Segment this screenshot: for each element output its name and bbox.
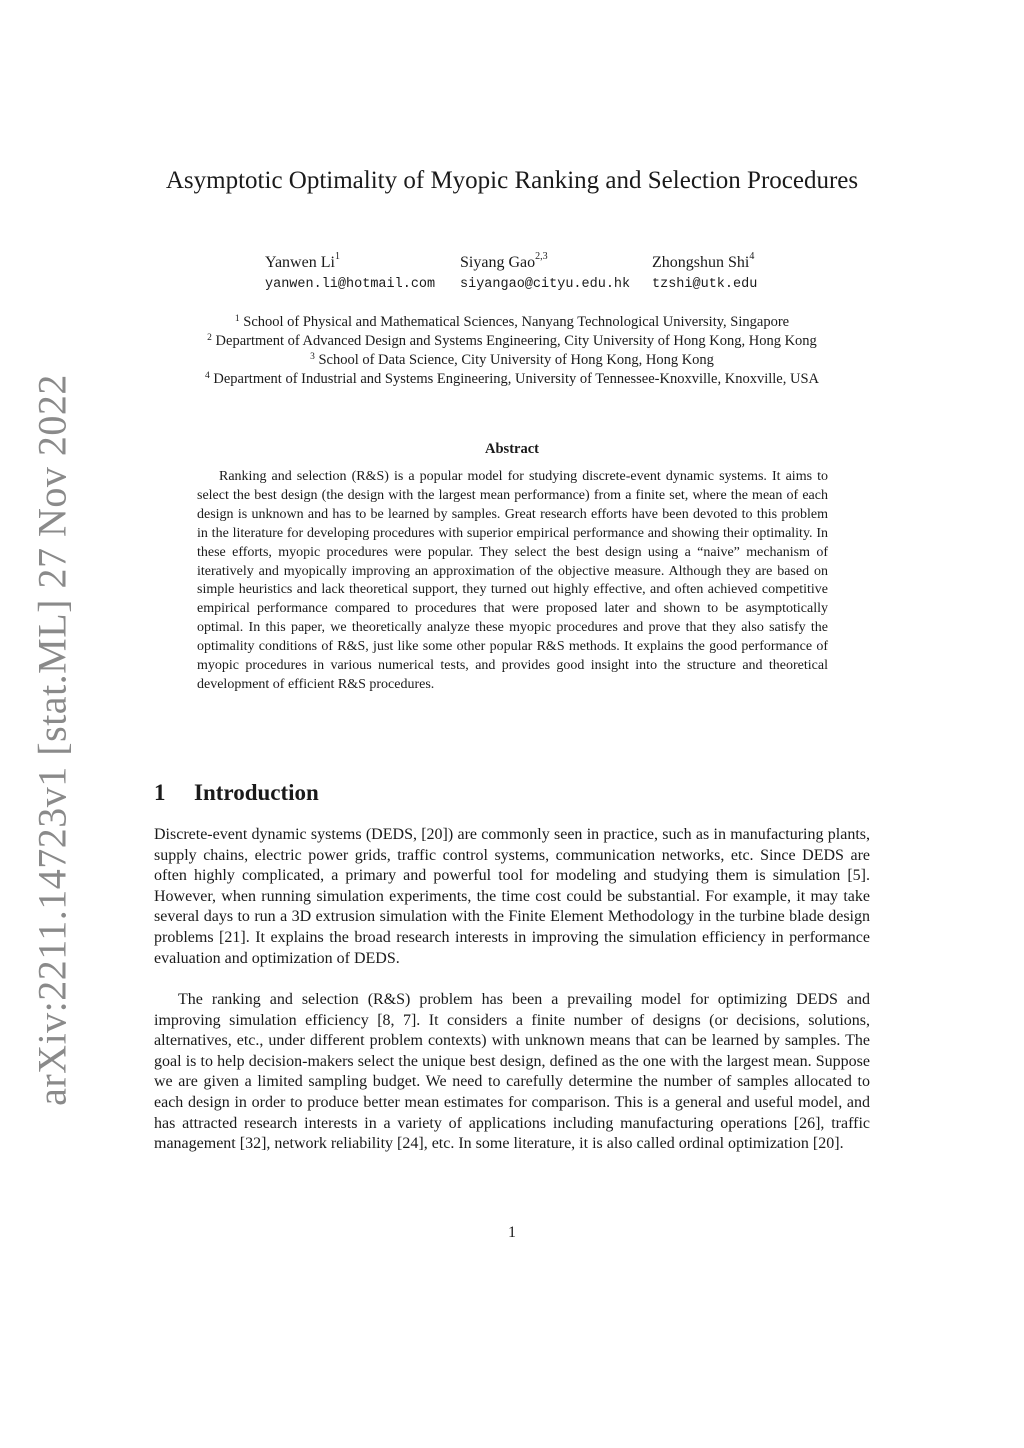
author-name: Zhongshun Shi (652, 254, 750, 271)
affiliation-3 (140, 351, 884, 370)
abstract-heading: Abstract (485, 441, 539, 457)
author-2 (460, 251, 548, 272)
affiliation-text: Department of Advanced Design and Systems Engineering, City University of Hong Kong, Hong Kong (215, 333, 817, 349)
arxiv-identifier: arXiv:2211.14723v1 [stat.ML] 27 Nov 2022 (29, 374, 75, 1106)
author-name: Yanwen Li (265, 254, 335, 271)
affiliation-4 (140, 370, 884, 389)
abstract-text: Ranking and selection (R&S) is a popular model for studying discrete-event dynamic systems. It aims to select the best design (the design with the largest mean performance) from a finite set, where the mean of each design is unknown and has to be learned by samples. Great research efforts have been devoted to this problem in the literature for developing procedures with superior empirical performance and showing their optimality. In these efforts, myopic procedures were popular. They select the best design using a “naive” mechanism of iteratively and myopically improving an approximation of the objective measure. Although they are based on simple heuristics and lack theoretical support, they turned out highly effective, and often achieved competitive empirical performance compared to procedures that were proposed later and shown to be asymptotically optimal. In this paper, we theoretically analyze these myopic procedures and prove that they also satisfy the optimality conditions of R&S, just like some other popular R&S methods. It explains the good performance of myopic procedures in various numerical tests, and provides good insight into the structure and theoretical development of efficient R&S procedures. (197, 469, 828, 692)
affiliation-text: School of Physical and Mathematical Sciences, Nanyang Technological University, Singapore (243, 314, 790, 330)
affiliation-text: Department of Industrial and Systems Engineering, University of Tennessee-Knoxville, Knoxville, USA (213, 371, 819, 387)
author-sup: 1 (334, 251, 340, 262)
affiliation-1 (140, 313, 884, 332)
author-email-1: yanwen.li@hotmail.com (265, 277, 436, 292)
author-name: Siyang Gao (460, 254, 536, 271)
author-email-3: tzshi@utk.edu (652, 277, 758, 292)
section-heading (154, 780, 319, 806)
intro-paragraph-2: The ranking and selection (R&S) problem has been a prevailing model for optimizing DEDS and improving simulation efficiency [8, 7]. It considers a finite number of designs (or decisions, solutions, alternatives, etc., under different problem contexts) with unknown means that can be learned by samples. The goal is to help decision-makers select the unique best design, defined as the one with the largest mean. Suppose we are given a limited sampling budget. We need to carefully determine the number of samples allocated to each design in order to produce better mean estimates for comparison. This is a general and useful model, and has attracted research interests in a variety of applications including manufacturing operations [26], traffic management [32], network reliability [24], etc. In some literature, it is also called ordinal optimization [20]. (154, 991, 870, 1153)
author-sup: 2,3 (535, 251, 548, 262)
affiliation-2 (140, 332, 884, 351)
author-email-2: siyangao@cityu.edu.hk (460, 277, 631, 292)
author-1 (265, 251, 340, 272)
author-sup: 4 (749, 251, 755, 262)
author-3 (652, 251, 755, 272)
section-number: 1 (154, 780, 166, 805)
affiliation-sup: 3 (310, 352, 315, 362)
paper-title: Asymptotic Optimality of Myopic Ranking and Selection Procedures (165, 167, 859, 194)
affiliation-sup: 2 (207, 333, 212, 343)
affiliation-sup: 1 (234, 314, 240, 324)
affiliation-text: School of Data Science, City University of Hong Kong, Hong Kong (318, 352, 714, 368)
affiliation-sup: 4 (205, 371, 210, 381)
section-title: Introduction (194, 780, 319, 805)
affiliations (140, 313, 884, 389)
page-number: 1 (508, 1224, 516, 1241)
intro-paragraph-1: Discrete-event dynamic systems (DEDS, [20]) are commonly seen in practice, such as in manufacturing plants, supply chains, electric power grids, traffic control systems, communication networks, etc. Since DEDS are often highly complicated, a primary and powerful tool for modeling and studying them is simulation [5]. However, when running simulation experiments, the time cost could be substantial. For example, it may take several days to run a 3D extrusion simulation with the Finite Element Methodology in the turbine blade design problems [21]. It explains the broad research interests in improving the simulation efficiency in performance evaluation and optimization of DEDS. (154, 826, 870, 967)
